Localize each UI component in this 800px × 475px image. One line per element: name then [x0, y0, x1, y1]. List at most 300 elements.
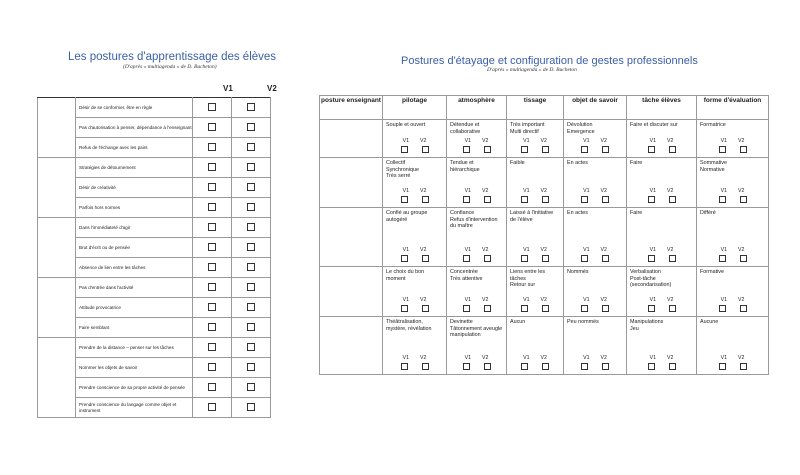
gesture-text: Formative — [700, 269, 724, 275]
v2-label: V2 — [667, 188, 674, 194]
v2-checkbox[interactable] — [247, 263, 255, 271]
v2-checkbox[interactable] — [247, 203, 255, 211]
column-header: tissage — [507, 96, 564, 120]
column-header: forme d'évaluation — [697, 96, 769, 120]
v2-checkbox-cell — [232, 218, 271, 238]
posture-name-cell — [320, 317, 383, 375]
v1-checkbox[interactable] — [581, 305, 588, 312]
v1-v2-checkboxes — [627, 297, 696, 312]
teaching-postures-table — [319, 95, 769, 375]
v2-checkbox[interactable] — [484, 363, 491, 370]
gesture-text: Tendue et hiérarchique — [450, 160, 480, 173]
v2-checkbox[interactable] — [484, 146, 491, 153]
gesture-cell — [627, 267, 697, 317]
v1-v2-checkboxes — [383, 138, 446, 153]
v1-checkbox[interactable] — [401, 255, 408, 262]
v2-checkbox-cell — [232, 278, 271, 298]
v2-checkbox[interactable] — [247, 303, 255, 311]
right-title: Postures d'étayage et configuration de gestes professionnels — [401, 55, 698, 67]
v1-checkbox[interactable] — [648, 255, 655, 262]
v2-checkbox[interactable] — [669, 363, 676, 370]
v1-checkbox-cell — [193, 138, 232, 158]
v1-checkbox[interactable] — [719, 363, 726, 370]
v2-label: V2 — [482, 138, 489, 144]
v1-checkbox-cell — [193, 398, 232, 418]
gesture-cell — [447, 317, 507, 375]
v1-label: V1 — [649, 355, 656, 361]
v1-checkbox[interactable] — [463, 196, 470, 203]
posture-group-cell — [38, 218, 76, 278]
v1-checkbox[interactable] — [581, 196, 588, 203]
v2-checkbox[interactable] — [740, 255, 747, 262]
v1-label: V1 — [583, 188, 590, 194]
v1-checkbox-cell — [193, 218, 232, 238]
v2-label: V2 — [420, 355, 427, 361]
v2-checkbox[interactable] — [247, 383, 255, 391]
posture-row — [38, 98, 271, 118]
v1-v2-checkboxes — [627, 355, 696, 370]
v2-label: V2 — [738, 355, 745, 361]
gesture-text: Faire — [630, 160, 643, 166]
v1-checkbox[interactable] — [208, 203, 216, 211]
v1-v2-checkboxes — [383, 297, 446, 312]
v1-label: V1 — [720, 247, 727, 253]
gesture-cell — [697, 317, 769, 375]
gesture-cell — [383, 267, 447, 317]
v2-checkbox[interactable] — [542, 305, 549, 312]
v2-checkbox-cell — [232, 98, 271, 118]
posture-row — [38, 218, 271, 238]
v2-checkbox[interactable] — [542, 196, 549, 203]
v1-checkbox[interactable] — [208, 143, 216, 151]
gesture-cell — [564, 317, 627, 375]
gesture-text: Dévolution Emergence — [567, 122, 595, 135]
v1-label: V1 — [464, 297, 471, 303]
v1-v2-checkboxes — [697, 355, 768, 370]
v2-header: V2 — [267, 84, 277, 93]
gesture-cell — [697, 120, 769, 158]
posture-label: Pas d'autorisation à penser, dépendance à l'enseignant — [76, 118, 193, 138]
posture-label: Prendre conscience de sa propre activité de pensée — [76, 378, 193, 398]
v2-checkbox[interactable] — [602, 146, 609, 153]
gesture-cell — [564, 267, 627, 317]
gesture-cell — [447, 208, 507, 267]
v1-checkbox[interactable] — [463, 363, 470, 370]
v1-checkbox[interactable] — [401, 146, 408, 153]
v2-checkbox[interactable] — [542, 146, 549, 153]
v1-checkbox[interactable] — [208, 363, 216, 371]
v1-v2-checkboxes — [507, 138, 563, 153]
gesture-text: Détendue et collaborative — [450, 122, 481, 135]
learning-postures-table — [37, 97, 271, 418]
gesture-text: Différé — [700, 210, 716, 216]
v1-checkbox[interactable] — [208, 163, 216, 171]
v1-checkbox[interactable] — [208, 223, 216, 231]
v1-v2-checkboxes — [627, 138, 696, 153]
v2-label: V2 — [540, 355, 547, 361]
v1-checkbox[interactable] — [208, 303, 216, 311]
v1-checkbox[interactable] — [648, 305, 655, 312]
v1-label: V1 — [523, 297, 530, 303]
v1-v2-checkboxes — [507, 355, 563, 370]
v1-label: V1 — [720, 297, 727, 303]
v1-v2-checkboxes — [564, 188, 626, 203]
v2-checkbox[interactable] — [740, 305, 747, 312]
v1-checkbox[interactable] — [208, 343, 216, 351]
v2-checkbox[interactable] — [542, 363, 549, 370]
posture-row — [320, 267, 769, 317]
v2-checkbox[interactable] — [422, 255, 429, 262]
v1-label: V1 — [583, 138, 590, 144]
v1-label: V1 — [464, 247, 471, 253]
v1-label: V1 — [402, 297, 409, 303]
v1-v2-checkboxes — [383, 355, 446, 370]
v1-checkbox[interactable] — [521, 305, 528, 312]
v1-label: V1 — [402, 355, 409, 361]
v1-v2-checkboxes — [697, 138, 768, 153]
v1-checkbox-cell — [193, 378, 232, 398]
v2-label: V2 — [540, 297, 547, 303]
column-header: objet de savoir — [564, 96, 627, 120]
v2-label: V2 — [738, 188, 745, 194]
v1-checkbox-cell — [193, 238, 232, 258]
v2-checkbox[interactable] — [484, 255, 491, 262]
gesture-text: Théâtralisation, mystère, révélation — [386, 319, 432, 332]
posture-label: Prendre conscience du langage comme objet et instrument — [76, 398, 193, 418]
v1-v2-checkboxes — [447, 297, 506, 312]
v1-checkbox[interactable] — [208, 123, 216, 131]
v1-label: V1 — [720, 138, 727, 144]
gesture-cell — [447, 267, 507, 317]
v2-label: V2 — [738, 297, 745, 303]
v2-checkbox[interactable] — [247, 243, 255, 251]
gesture-cell — [697, 158, 769, 208]
v1-checkbox[interactable] — [208, 383, 216, 391]
v2-checkbox-cell — [232, 258, 271, 278]
gesture-text: Très important Multi directif — [510, 122, 545, 135]
v2-label: V2 — [420, 297, 427, 303]
v2-checkbox[interactable] — [247, 323, 255, 331]
v2-label: V2 — [600, 247, 607, 253]
v2-label: V2 — [600, 188, 607, 194]
posture-label: Brut d'écrit ou de pensée — [76, 238, 193, 258]
v1-checkbox[interactable] — [401, 363, 408, 370]
v1-label: V1 — [649, 247, 656, 253]
v2-checkbox[interactable] — [484, 196, 491, 203]
v1-v2-checkboxes — [697, 247, 768, 262]
v1-checkbox[interactable] — [401, 305, 408, 312]
posture-label: Nommer les objets de savoir — [76, 358, 193, 378]
v1-checkbox-cell — [193, 278, 232, 298]
v2-label: V2 — [482, 188, 489, 194]
v2-checkbox[interactable] — [247, 103, 255, 111]
v2-checkbox[interactable] — [247, 123, 255, 131]
v1-checkbox[interactable] — [521, 255, 528, 262]
gesture-text: Aucun — [510, 319, 526, 325]
v1-checkbox[interactable] — [719, 146, 726, 153]
posture-row — [320, 317, 769, 375]
v1-checkbox[interactable] — [581, 146, 588, 153]
posture-group-cell — [38, 278, 76, 338]
gesture-cell — [564, 120, 627, 158]
v1-checkbox[interactable] — [208, 283, 216, 291]
v1-checkbox-cell — [193, 258, 232, 278]
gesture-cell — [627, 317, 697, 375]
v1-checkbox-cell — [193, 318, 232, 338]
v2-checkbox-cell — [232, 198, 271, 218]
gesture-cell — [627, 208, 697, 267]
v2-label: V2 — [600, 297, 607, 303]
right-subtitle: D'après « multiagenda » de D. Bucheton — [487, 67, 577, 73]
v1-checkbox[interactable] — [208, 263, 216, 271]
v2-checkbox[interactable] — [669, 305, 676, 312]
v1-checkbox[interactable] — [208, 103, 216, 111]
v2-checkbox[interactable] — [602, 196, 609, 203]
v1-v2-checkboxes — [627, 247, 696, 262]
gesture-text: Collectif Synchronique Très serré — [386, 160, 419, 179]
v1-checkbox[interactable] — [208, 183, 216, 191]
gesture-text: Sommative Normative — [700, 160, 727, 173]
gesture-text: Nommés — [567, 269, 589, 275]
gesture-cell — [447, 158, 507, 208]
v1-checkbox[interactable] — [648, 146, 655, 153]
v2-checkbox-cell — [232, 178, 271, 198]
gesture-cell — [507, 120, 564, 158]
posture-label: Absence de lien entre les tâches — [76, 258, 193, 278]
posture-name-cell — [320, 208, 383, 267]
v2-checkbox[interactable] — [422, 363, 429, 370]
v1-checkbox[interactable] — [719, 196, 726, 203]
gesture-cell — [383, 120, 447, 158]
v1-checkbox[interactable] — [208, 323, 216, 331]
v2-checkbox-cell — [232, 238, 271, 258]
v2-checkbox[interactable] — [669, 196, 676, 203]
v2-label: V2 — [667, 138, 674, 144]
posture-label: Désir de se conformer, être en règle — [76, 98, 193, 118]
v1-checkbox[interactable] — [648, 196, 655, 203]
v1-label: V1 — [402, 138, 409, 144]
v1-checkbox[interactable] — [463, 305, 470, 312]
v1-v2-checkboxes — [627, 188, 696, 203]
v2-checkbox-cell — [232, 138, 271, 158]
v2-checkbox[interactable] — [422, 196, 429, 203]
v2-checkbox[interactable] — [247, 343, 255, 351]
v2-checkbox-cell — [232, 118, 271, 138]
v2-checkbox[interactable] — [247, 363, 255, 371]
v1-v2-checkboxes — [564, 355, 626, 370]
gesture-cell — [697, 208, 769, 267]
v1-checkbox[interactable] — [648, 363, 655, 370]
v1-v2-checkboxes — [564, 247, 626, 262]
v1-label: V1 — [523, 355, 530, 361]
v2-label: V2 — [738, 247, 745, 253]
v1-v2-checkboxes — [447, 188, 506, 203]
gesture-text: Aucune — [700, 319, 719, 325]
v1-checkbox[interactable] — [521, 196, 528, 203]
v2-checkbox-cell — [232, 318, 271, 338]
v1-label: V1 — [720, 188, 727, 194]
v2-checkbox[interactable] — [247, 183, 255, 191]
v2-checkbox[interactable] — [602, 305, 609, 312]
gesture-cell — [507, 267, 564, 317]
posture-label: Refus de l'échange avec les pairs — [76, 138, 193, 158]
v1-checkbox[interactable] — [463, 255, 470, 262]
v1-checkbox[interactable] — [401, 196, 408, 203]
v2-label: V2 — [540, 188, 547, 194]
posture-label: Parfois hors normes — [76, 198, 193, 218]
gesture-text: Le choix du bon moment — [386, 269, 425, 282]
gesture-text: Formatrice — [700, 122, 726, 128]
v2-checkbox-cell — [232, 298, 271, 318]
v1-label: V1 — [464, 355, 471, 361]
v2-checkbox[interactable] — [247, 223, 255, 231]
v2-checkbox-cell — [232, 378, 271, 398]
v2-checkbox[interactable] — [669, 146, 676, 153]
gesture-text: Faible — [510, 160, 525, 166]
gesture-text: Faire et discuter sur — [630, 122, 678, 128]
v2-checkbox[interactable] — [422, 305, 429, 312]
gesture-text: Laissé à l'initiative de l'élève — [510, 210, 554, 223]
header-row — [320, 96, 769, 120]
column-header: atmosphère — [447, 96, 507, 120]
v2-label: V2 — [738, 138, 745, 144]
v2-label: V2 — [667, 355, 674, 361]
posture-group-cell — [38, 158, 76, 218]
v2-label: V2 — [600, 355, 607, 361]
v1-checkbox-cell — [193, 358, 232, 378]
gesture-cell — [564, 158, 627, 208]
posture-row — [38, 338, 271, 358]
gesture-cell — [447, 120, 507, 158]
gesture-cell — [383, 158, 447, 208]
v2-label: V2 — [420, 247, 427, 253]
column-header: posture enseignant — [320, 96, 383, 120]
v2-checkbox-cell — [232, 358, 271, 378]
v1-checkbox[interactable] — [719, 305, 726, 312]
v2-label: V2 — [540, 247, 547, 253]
v1-label: V1 — [402, 188, 409, 194]
gesture-cell — [383, 317, 447, 375]
v2-label: V2 — [482, 297, 489, 303]
v2-checkbox[interactable] — [247, 143, 255, 151]
gesture-text: Concentrée Très attentive — [450, 269, 483, 282]
v1-v2-checkboxes — [507, 247, 563, 262]
posture-label: Stratégies de détournement — [76, 158, 193, 178]
v1-label: V1 — [583, 355, 590, 361]
v1-checkbox[interactable] — [463, 146, 470, 153]
gesture-text: Peu nommés — [567, 319, 599, 325]
v1-v2-checkboxes — [447, 247, 506, 262]
v2-checkbox[interactable] — [740, 196, 747, 203]
v1-checkbox[interactable] — [521, 146, 528, 153]
v1-v2-checkboxes — [507, 297, 563, 312]
v2-checkbox[interactable] — [247, 283, 255, 291]
v1-label: V1 — [720, 355, 727, 361]
posture-row — [38, 278, 271, 298]
posture-row — [320, 120, 769, 158]
v2-checkbox[interactable] — [484, 305, 491, 312]
v2-checkbox[interactable] — [602, 363, 609, 370]
v2-checkbox-cell — [232, 338, 271, 358]
v1-v2-checkboxes — [564, 297, 626, 312]
posture-group-cell — [38, 98, 76, 158]
v2-label: V2 — [667, 297, 674, 303]
v1-checkbox-cell — [193, 158, 232, 178]
posture-label: Dans l'immédiateté d'agir — [76, 218, 193, 238]
v1-header: V1 — [223, 84, 233, 93]
v1-checkbox[interactable] — [581, 363, 588, 370]
v1-label: V1 — [402, 247, 409, 253]
column-header: pilotage — [383, 96, 447, 120]
v1-label: V1 — [583, 297, 590, 303]
v2-checkbox[interactable] — [669, 255, 676, 262]
gesture-cell — [564, 208, 627, 267]
v2-checkbox-cell — [232, 398, 271, 418]
v1-checkbox-cell — [193, 298, 232, 318]
posture-label: Prendre de la distance – penser sur les tâches — [76, 338, 193, 358]
v2-checkbox[interactable] — [740, 363, 747, 370]
v2-label: V2 — [482, 355, 489, 361]
gesture-cell — [697, 267, 769, 317]
v2-label: V2 — [482, 247, 489, 253]
v2-checkbox[interactable] — [602, 255, 609, 262]
v1-checkbox[interactable] — [581, 255, 588, 262]
v1-v2-checkboxes — [447, 138, 506, 153]
v2-checkbox[interactable] — [542, 255, 549, 262]
v1-v2-checkboxes — [447, 355, 506, 370]
left-subtitle: (D'après « multiagenda » de D. Bucheton) — [123, 64, 217, 70]
v1-label: V1 — [583, 247, 590, 253]
posture-label: Pas d'entrée dans l'activité — [76, 278, 193, 298]
v2-checkbox[interactable] — [740, 146, 747, 153]
v1-v2-checkboxes — [697, 297, 768, 312]
v1-label: V1 — [523, 247, 530, 253]
v1-v2-checkboxes — [507, 188, 563, 203]
posture-group-cell — [38, 338, 76, 418]
gesture-text: En actes — [567, 160, 588, 166]
v1-v2-checkboxes — [383, 247, 446, 262]
v1-checkbox-cell — [193, 198, 232, 218]
column-header: tâche élèves — [627, 96, 697, 120]
v2-checkbox[interactable] — [247, 403, 255, 411]
v1-v2-checkboxes — [564, 138, 626, 153]
v2-checkbox[interactable] — [422, 146, 429, 153]
v2-label: V2 — [600, 138, 607, 144]
posture-row — [320, 158, 769, 208]
v1-checkbox[interactable] — [719, 255, 726, 262]
posture-label: Attitude provocatrice — [76, 298, 193, 318]
v1-checkbox-cell — [193, 338, 232, 358]
v1-v2-checkboxes — [383, 188, 446, 203]
gesture-text: Verbalisation Post-tâche (secondarisation) — [630, 269, 672, 288]
v1-checkbox[interactable] — [521, 363, 528, 370]
v2-checkbox-cell — [232, 158, 271, 178]
posture-label: Désir de créativité — [76, 178, 193, 198]
gesture-cell — [507, 158, 564, 208]
gesture-cell — [507, 208, 564, 267]
posture-name-cell — [320, 120, 383, 158]
gesture-text: Confié au groupe autogéré — [386, 210, 428, 223]
v1-checkbox[interactable] — [208, 403, 216, 411]
v1-label: V1 — [523, 138, 530, 144]
v1-checkbox-cell — [193, 118, 232, 138]
v2-checkbox[interactable] — [247, 163, 255, 171]
gesture-cell — [507, 317, 564, 375]
left-title: Les postures d'apprentissage des élèves — [68, 51, 277, 63]
v1-label: V1 — [464, 138, 471, 144]
gesture-text: Liens entre les tâches Retour sur — [510, 269, 546, 288]
v1-checkbox[interactable] — [208, 243, 216, 251]
